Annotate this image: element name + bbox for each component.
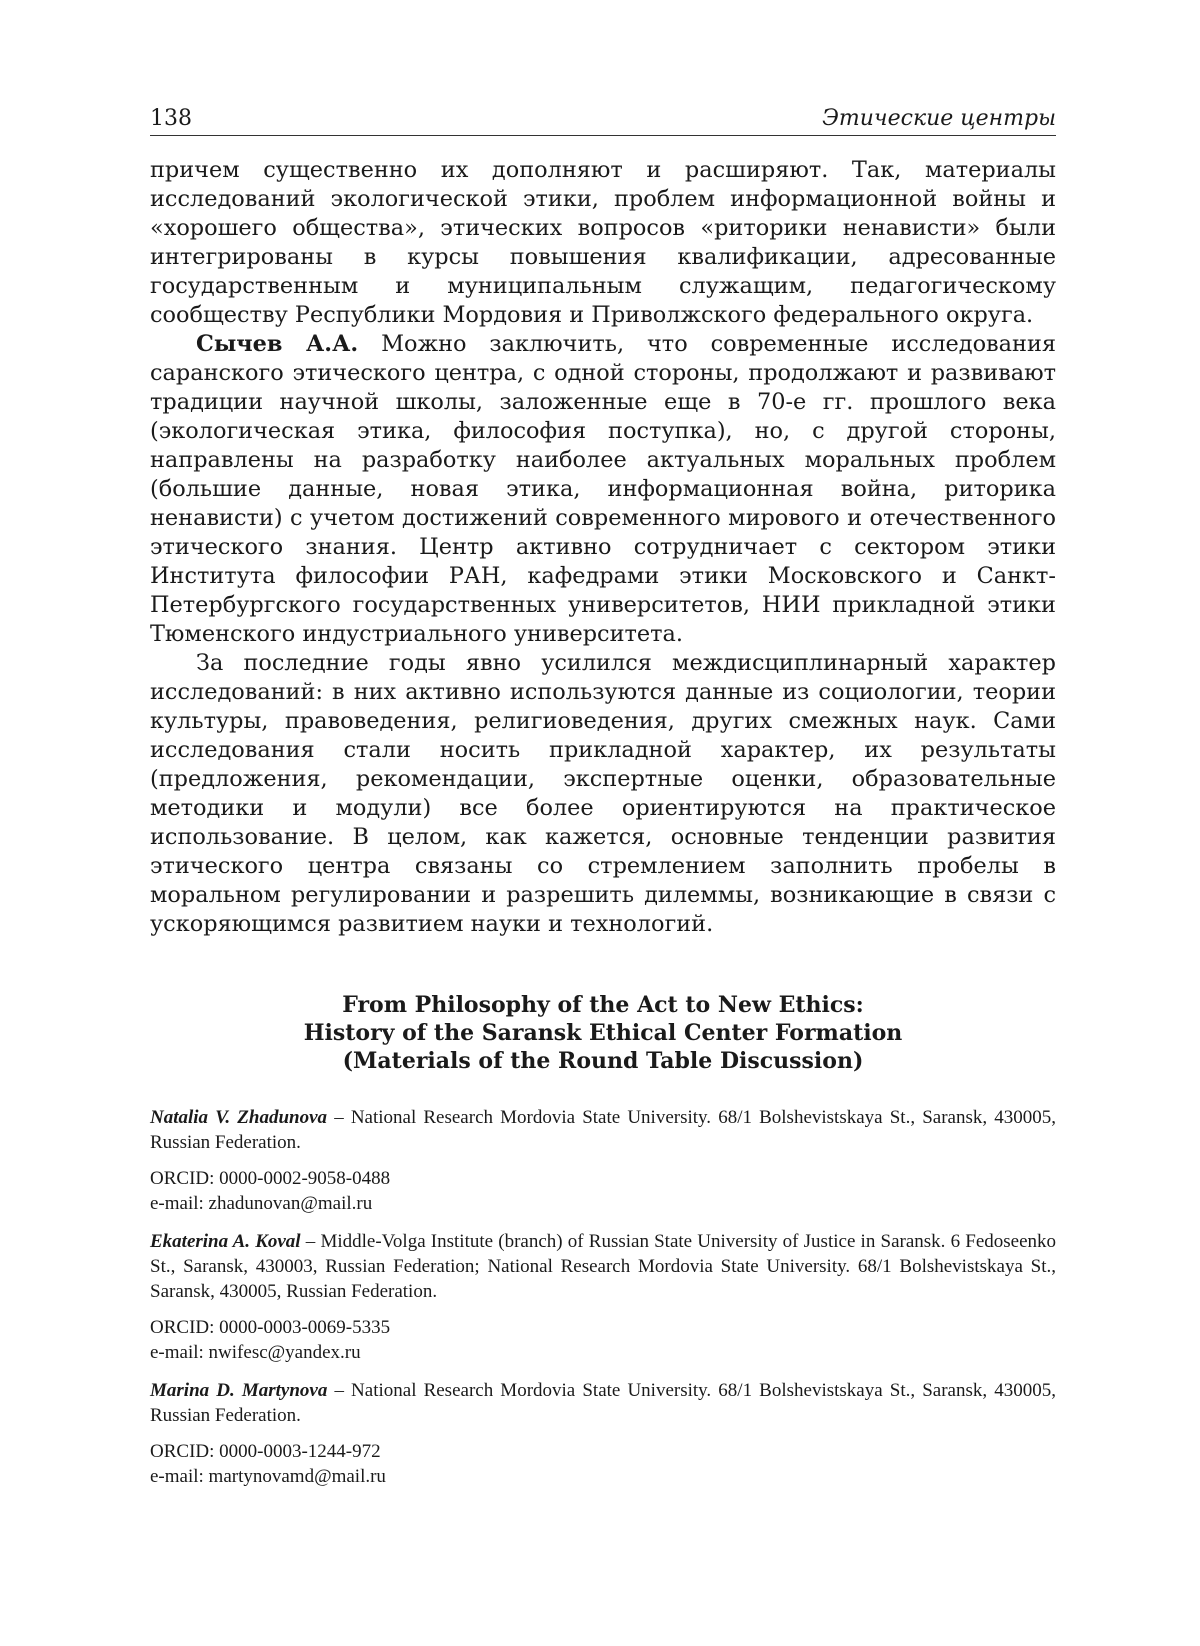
body-text xyxy=(150,156,1056,939)
email: e-mail: zhadunovan@mail.ru xyxy=(150,1193,373,1214)
author-contacts xyxy=(150,1166,1056,1216)
paragraph-text: Можно заключить, что современные исследования саранского этического центра, с одной стороны, продолжают и развивают традиции научной школы, заложенные еще в 70-е гг. прошлого века (экологическая этика, философия поступка), но, с другой стороны, направлены на разработку наиболее актуальных моральных проблем (большие данные, новая этика, информационная война, риторика ненависти) с учетом достижений современного мирового и отечественного этического знания. Центр активно сотрудничает с сектором этики Института философии РАН, кафедрами этики Московского и Санкт-Петербургского государственных университетов, НИИ прикладной этики Тюменского индустриального университета. xyxy=(150,331,1056,647)
paragraph: За последние годы явно усилился междисциплинарный характер исследований: в них активно используются данные из социологии, теории культуры, правоведения, религиоведения, других смежных наук. Сами исследования стали носить прикладной характер, их результаты (предложения, рекомендации, экспертные оценки, образовательные методики и модули) все более ориентируются на практическое использование. В целом, как кажется, основные тенденции развития этического центра связаны со стремлением заполнить пробелы в моральном регулировании и разрешить дилеммы, возникающие в связи с ускоряющимся развитием науки и технологий. xyxy=(150,650,1056,937)
orcid: ORCID: 0000-0003-1244-972 xyxy=(150,1441,381,1462)
author-affiliation: – Middle-Volga Institute (branch) of Russian State University of Justice in Saransk. 6 Fedoseenko St., Saransk, 430003, Russian Federation; National Research Mordovia State University. 68/1 Bolshevistskaya St., Saransk, 430005, Russian Federation. xyxy=(150,1231,1057,1302)
author-name: Marina D. Martynova xyxy=(150,1380,328,1401)
author-entry xyxy=(150,1229,1056,1304)
running-title: Этические центры xyxy=(822,106,1056,131)
author-entry xyxy=(150,1105,1056,1155)
english-title-line: (Materials of the Round Table Discussion) xyxy=(342,1048,864,1074)
paragraph: причем существенно их дополняют и расширяют. Так, материалы исследований экологической этики, проблем информационной войны и «хорошего общества», этических вопросов «риторики ненависти» были интегрированы в курсы повышения квалификации, адресованные государственным и муниципальным служащим, педагогическому сообществу Республики Мордовия и Приволжского федерального округа. xyxy=(150,157,1056,328)
author-affiliation: – National Research Mordovia State University. 68/1 Bolshevistskaya St., Saransk, 430005, Russian Federation. xyxy=(150,1380,1056,1426)
author-contacts xyxy=(150,1315,1056,1365)
author-entry xyxy=(150,1378,1056,1428)
orcid: ORCID: 0000-0002-9058-0488 xyxy=(150,1168,391,1189)
english-title xyxy=(150,991,1056,1075)
author-affiliation: – National Research Mordovia State University. 68/1 Bolshevistskaya St., Saransk, 430005, Russian Federation. xyxy=(150,1107,1056,1153)
author-contacts xyxy=(150,1439,1056,1489)
page-number: 138 xyxy=(150,106,192,131)
email: e-mail: martynovamd@mail.ru xyxy=(150,1466,386,1487)
page xyxy=(150,96,1056,1502)
orcid: ORCID: 0000-0003-0069-5335 xyxy=(150,1317,391,1338)
paragraph xyxy=(150,330,1056,649)
running-head xyxy=(150,96,1056,136)
english-title-line: History of the Saransk Ethical Center Formation xyxy=(303,1020,903,1046)
email: e-mail: nwifesc@yandex.ru xyxy=(150,1342,361,1363)
author-name: Natalia V. Zhadunova xyxy=(150,1107,328,1128)
author-name: Ekaterina A. Koval xyxy=(150,1231,301,1252)
speaker-name: Сычев А.А. xyxy=(196,331,359,357)
english-title-line: From Philosophy of the Act to New Ethics: xyxy=(342,992,864,1018)
author-list xyxy=(150,1105,1056,1489)
